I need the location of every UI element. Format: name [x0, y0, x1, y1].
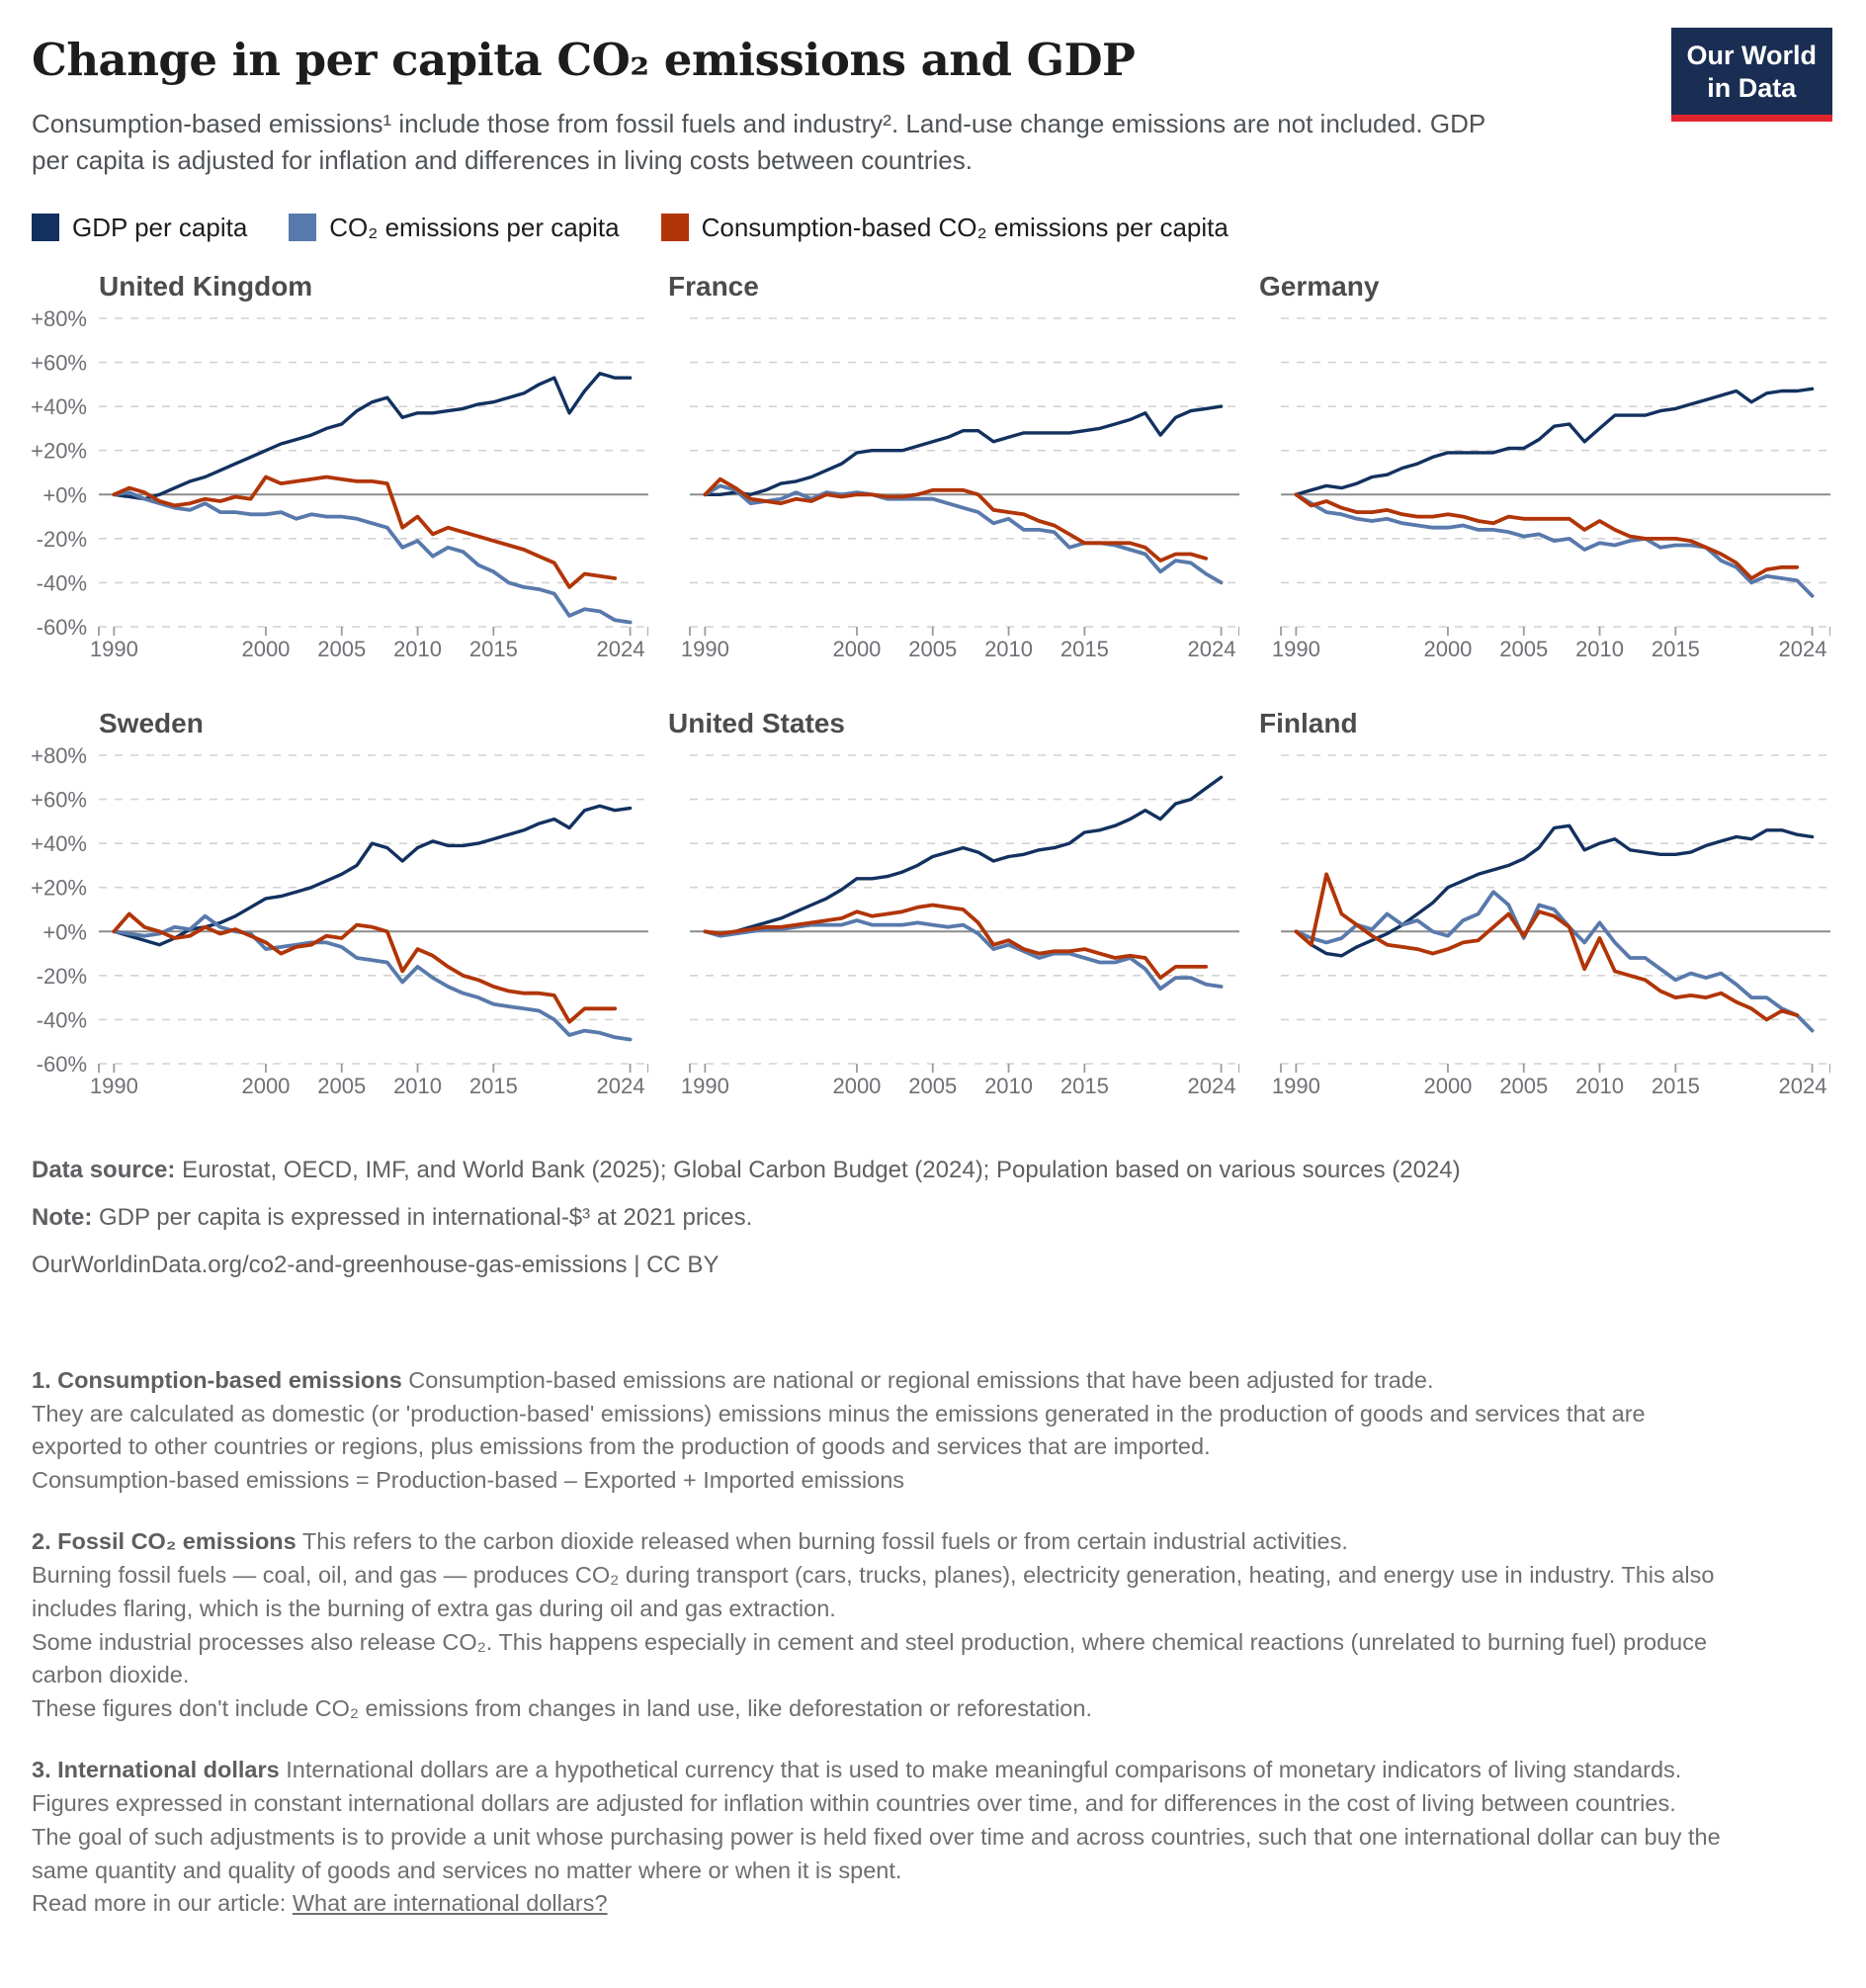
- x-axis-label: 1990: [1271, 636, 1320, 661]
- y-axis-label: -60%: [36, 1051, 87, 1077]
- chart-cell-france: [668, 271, 1239, 678]
- x-axis-label: 2005: [1499, 636, 1549, 661]
- x-axis-label: 2024: [1187, 1073, 1236, 1098]
- owid-logo-line1: Our World: [1686, 41, 1817, 70]
- international-dollars-link[interactable]: What are international dollars?: [292, 1890, 608, 1917]
- x-axis-label: 2024: [1187, 636, 1236, 661]
- x-axis-label: 1990: [89, 1073, 138, 1098]
- co2-line: [114, 492, 630, 622]
- co2-swatch-icon: [289, 214, 316, 241]
- y-axis-label: +80%: [31, 307, 87, 331]
- chart-cell-finland: [1259, 708, 1830, 1115]
- read-more-text: Read more in our article:: [32, 1890, 287, 1917]
- footnote-international-dollars: [32, 1754, 1741, 1921]
- y-axis-label: +0%: [42, 919, 87, 945]
- footnote-text: Some industrial processes also release CO₂. This happens especially in cement and steel production, where chemical reactions (unrelated to burning fuel) produce carbon dioxide.: [32, 1628, 1708, 1688]
- license-badge: | CC BY: [627, 1251, 720, 1278]
- url-line: [32, 1252, 1866, 1279]
- x-axis-label: 2015: [1651, 636, 1700, 661]
- x-axis-label: 2015: [1651, 1073, 1700, 1098]
- charts-grid: [30, 271, 1866, 1115]
- note-label: Note:: [32, 1203, 93, 1231]
- footnote-intro-line: [32, 1525, 1741, 1559]
- data-source-label: Data source:: [32, 1156, 176, 1183]
- data-source-text: Eurostat, OECD, IMF, and World Bank (2025); Global Carbon Budget (2024); Population based on various sources (2024): [182, 1156, 1461, 1183]
- x-axis-label: 2005: [317, 636, 367, 661]
- chart-france: [668, 308, 1239, 678]
- owid-logo[interactable]: [1671, 28, 1833, 122]
- y-axis-label: -60%: [36, 614, 87, 640]
- y-axis-label: +40%: [31, 830, 87, 856]
- footnote-text: They are calculated as domestic (or 'production-based' emissions) emissions minus the emissions generated in the production of goods and services that are exported to other countries or regions, plus emissions from the production of goods and services that are imported.: [32, 1400, 1646, 1460]
- footnote-heading: 3. International dollars: [32, 1757, 280, 1783]
- chart-cell-united-states: [668, 708, 1239, 1115]
- owid-url: OurWorldinData.org/co2-and-greenhouse-gas-emissions: [32, 1251, 628, 1278]
- footnote-intro-line: [32, 1364, 1741, 1398]
- x-axis-label: 2000: [241, 1073, 291, 1098]
- chart-cell-united-kingdom: [30, 271, 648, 678]
- gdp-line: [705, 777, 1221, 935]
- x-axis-label: 2010: [984, 636, 1034, 661]
- footnote-heading: 2. Fossil CO₂ emissions: [32, 1528, 297, 1555]
- y-axis-label: +40%: [31, 393, 87, 419]
- charts-row-1: [30, 271, 1866, 678]
- consumption-swatch-icon: [661, 214, 689, 241]
- footnote-heading: 1. Consumption-based emissions: [32, 1366, 402, 1393]
- footer: [32, 1157, 1866, 1279]
- x-axis-label: 2010: [393, 1073, 443, 1098]
- footnote-text: Figures expressed in constant international dollars are adjusted for inflation within countries over time, and for differences in the cost of living between countries.: [32, 1789, 1676, 1816]
- x-axis-label: 1990: [680, 636, 729, 661]
- legend-item-co2: [289, 213, 619, 243]
- x-axis-label: 2024: [1778, 636, 1827, 661]
- chart-title-united-kingdom: United Kingdom: [99, 270, 313, 302]
- chart-sweden: [30, 745, 648, 1115]
- legend-label: Consumption-based CO₂ emissions per capita: [701, 212, 1229, 242]
- x-axis-label: 2010: [1575, 636, 1625, 661]
- legend-label: GDP per capita: [72, 212, 248, 242]
- chart-cell-germany: [1259, 271, 1830, 678]
- x-axis-label: 2000: [241, 636, 291, 661]
- x-axis-label: 2005: [317, 1073, 367, 1098]
- gdp-line: [114, 806, 630, 944]
- x-axis-label: 1990: [89, 636, 138, 661]
- footnote-text: The goal of such adjustments is to provide a unit whose purchasing power is held fixed over time and across countries, such that one international dollar can buy the same quantity and quality of goods and services no matter where or when it is spent.: [32, 1823, 1721, 1883]
- x-axis-label: 2005: [1499, 1073, 1549, 1098]
- y-axis-label: +20%: [31, 438, 87, 464]
- co2-line: [1296, 892, 1812, 1030]
- y-axis-label: +20%: [31, 875, 87, 901]
- consumption-line: [114, 476, 615, 586]
- legend-label: CO₂ emissions per capita: [329, 212, 620, 242]
- x-axis-label: 1990: [680, 1073, 729, 1098]
- legend-item-gdp: [32, 213, 247, 243]
- x-axis-label: 2024: [1778, 1073, 1827, 1098]
- footnote-text: International dollars are a hypothetical currency that is used to make meaningful comparisons of monetary indicators of living standards.: [286, 1757, 1682, 1783]
- x-axis-label: 2015: [1060, 636, 1109, 661]
- note-text: GDP per capita is expressed in international-$³ at 2021 prices.: [99, 1203, 753, 1231]
- footnote-text: This refers to the carbon dioxide released when burning fossil fuels or from certain industrial activities.: [301, 1528, 1348, 1555]
- y-axis-label: -40%: [36, 570, 87, 596]
- x-axis-label: 2015: [1060, 1073, 1109, 1098]
- x-axis-label: 2000: [1423, 1073, 1473, 1098]
- gdp-swatch-icon: [32, 214, 59, 241]
- footnote-read-more-line: [32, 1887, 1741, 1921]
- chart-united-kingdom: [30, 308, 648, 678]
- x-axis-label: 2010: [1575, 1073, 1625, 1098]
- footnote-intro-line: [32, 1754, 1741, 1787]
- chart-title-finland: Finland: [1259, 707, 1358, 738]
- y-axis-label: +80%: [31, 744, 87, 768]
- chart-united-states: [668, 745, 1239, 1115]
- co2-line: [1296, 494, 1812, 596]
- footnotes: [32, 1364, 1741, 1921]
- y-axis-label: +60%: [31, 787, 87, 813]
- x-axis-label: 1990: [1271, 1073, 1320, 1098]
- y-axis-label: -20%: [36, 526, 87, 552]
- chart-finland: [1259, 745, 1830, 1115]
- footnote-text: Burning fossil fuels — coal, oil, and gas — produces CO₂ during transport (cars, trucks, planes), electricity generation, heating, and energy use in industry. This also includes flaring, which is the burning of extra gas during oil and gas extraction.: [32, 1561, 1715, 1621]
- x-axis-label: 2000: [832, 1073, 882, 1098]
- chart-title-united-states: United States: [668, 707, 845, 738]
- x-axis-label: 2005: [908, 1073, 958, 1098]
- co2-line: [705, 485, 1221, 582]
- chart-germany: [1259, 308, 1830, 678]
- x-axis-label: 2005: [908, 636, 958, 661]
- x-axis-label: 2000: [1423, 636, 1473, 661]
- charts-row-2: [30, 708, 1866, 1115]
- x-axis-label: 2000: [832, 636, 882, 661]
- gdp-line: [1296, 389, 1812, 494]
- chart-title-germany: Germany: [1259, 270, 1380, 302]
- page-subtitle: Consumption-based emissions¹ include those from fossil fuels and industry². Land-use change emissions are not included. GDP per capita is adjusted for inflation and differences in living costs between countries.: [32, 109, 1485, 175]
- y-axis-label: +0%: [42, 482, 87, 508]
- x-axis-label: 2015: [468, 1073, 518, 1098]
- consumption-line: [705, 905, 1206, 978]
- y-axis-label: -40%: [36, 1007, 87, 1033]
- chart-title-france: France: [668, 270, 759, 302]
- x-axis-label: 2010: [984, 1073, 1034, 1098]
- footnote-text: These figures don't include CO₂ emissions from changes in land use, like deforestation or reforestation.: [32, 1695, 1092, 1722]
- footnote-text: Consumption-based emissions are national or regional emissions that have been adjusted for trade.: [408, 1366, 1434, 1393]
- chart-cell-sweden: [30, 708, 648, 1115]
- data-source-line: [32, 1157, 1866, 1184]
- legend-item-consumption: [661, 213, 1229, 243]
- consumption-line: [1296, 874, 1797, 1019]
- note-line: [32, 1204, 1866, 1232]
- y-axis-label: -20%: [36, 963, 87, 989]
- footnote-fossil-co2: [32, 1525, 1741, 1726]
- x-axis-label: 2015: [468, 636, 518, 661]
- legend: [32, 213, 1866, 243]
- owid-logo-line2: in Data: [1707, 72, 1797, 103]
- x-axis-label: 2010: [393, 636, 443, 661]
- footnote-consumption-based: [32, 1364, 1741, 1498]
- page-title: Change in per capita CO₂ emissions and GDP: [32, 34, 1136, 86]
- y-axis-label: +60%: [31, 350, 87, 376]
- footnote-text: Consumption-based emissions = Production-based – Exported + Imported emissions: [32, 1467, 905, 1494]
- x-axis-label: 2024: [596, 636, 645, 661]
- x-axis-label: 2024: [596, 1073, 645, 1098]
- chart-title-sweden: Sweden: [99, 707, 204, 738]
